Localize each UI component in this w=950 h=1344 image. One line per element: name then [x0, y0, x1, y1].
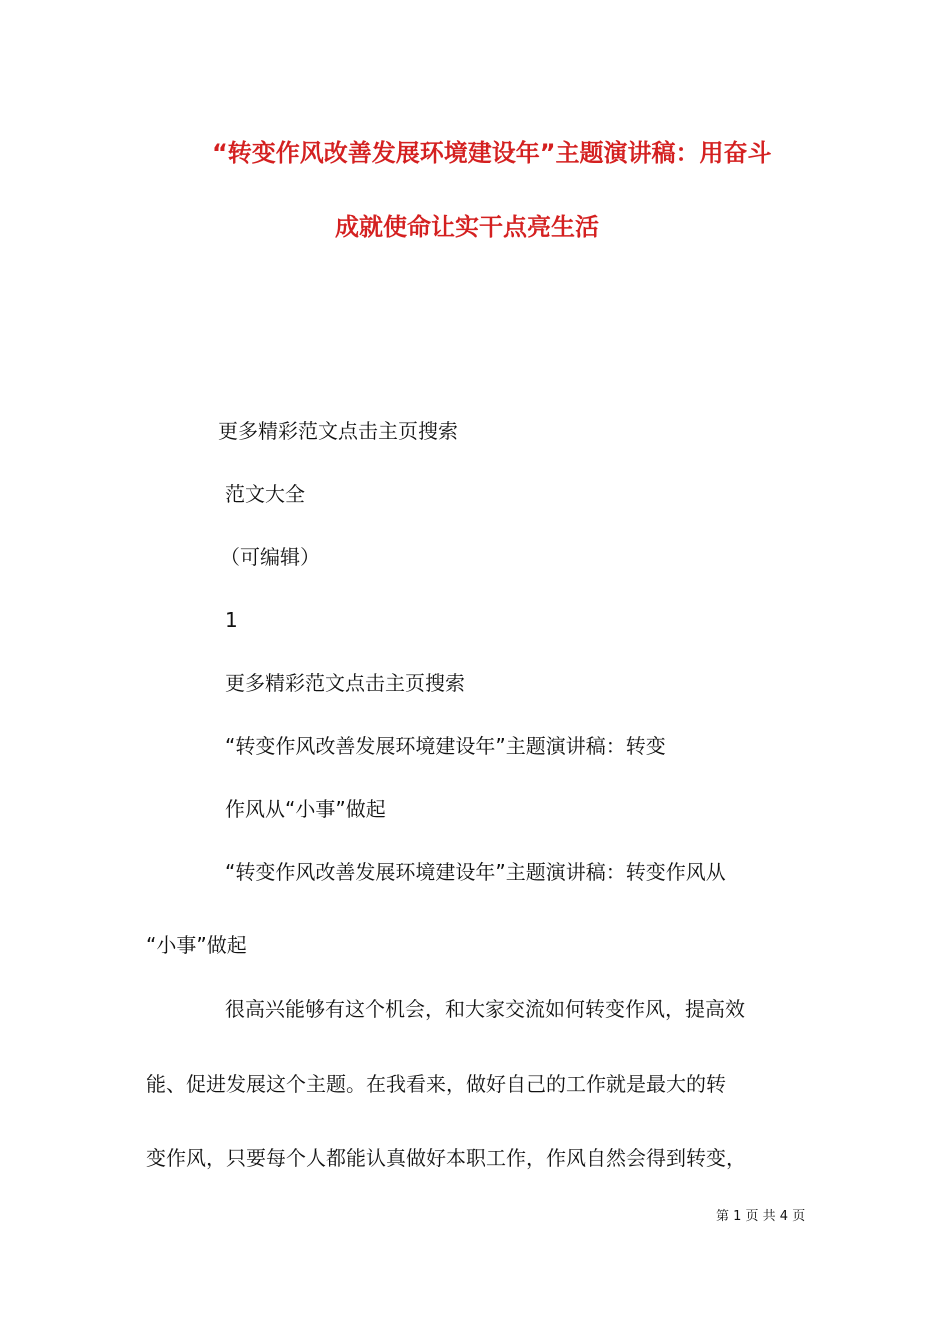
body-heading-line-2: “小事”做起 — [146, 933, 247, 957]
promo-text: 更多精彩范文点击主页搜索 — [218, 419, 458, 443]
document-title-line-2: 成就使命让实干点亮生活 — [335, 213, 599, 241]
promo-text-2: 更多精彩范文点击主页搜索 — [225, 671, 465, 695]
body-paragraph-line-3: 变作风，只要每个人都能认真做好本职工作，作风自然会得到转变， — [146, 1146, 746, 1170]
section-number: 1 — [225, 608, 238, 632]
body-paragraph-line-1: 很高兴能够有这个机会，和大家交流如何转变作风，提高效 — [225, 997, 745, 1021]
subtitle-line-1: “转变作风改善发展环境建设年”主题演讲稿：转变 — [225, 734, 666, 758]
body-paragraph-line-2: 能、促进发展这个主题。在我看来，做好自己的工作就是最大的转 — [146, 1072, 726, 1096]
editable-note: （可编辑） — [220, 545, 320, 569]
body-heading-line-1: “转变作风改善发展环境建设年”主题演讲稿：转变作风从 — [225, 860, 726, 884]
subtitle-line-2: 作风从“小事”做起 — [225, 797, 386, 821]
document-title-line-1: “转变作风改善发展环境建设年”主题演讲稿：用奋斗 — [212, 139, 772, 167]
category-text: 范文大全 — [225, 482, 305, 506]
page-footer: 第 1 页 共 4 页 — [716, 1209, 806, 1224]
